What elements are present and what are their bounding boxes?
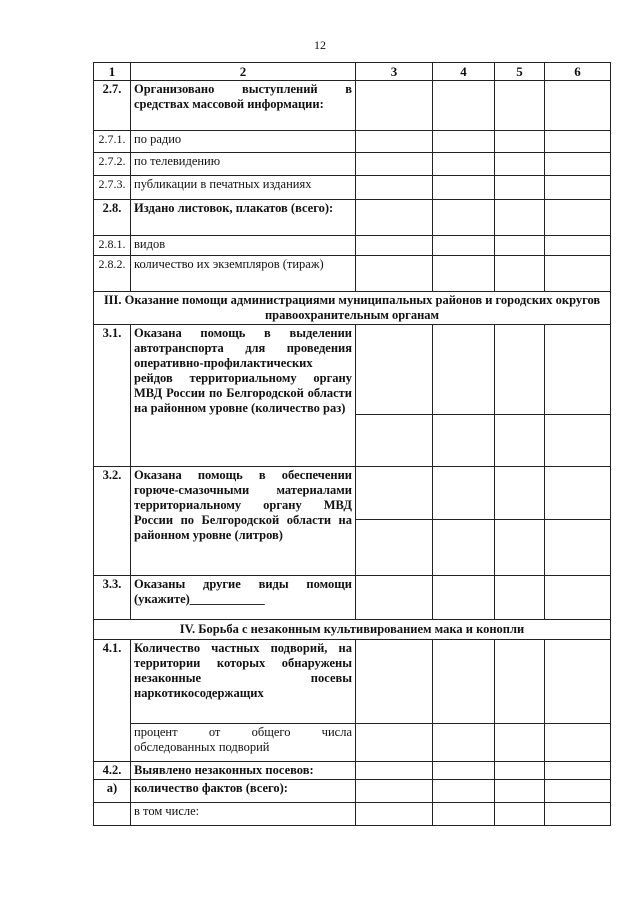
row-number: 2.7.3.: [94, 176, 131, 200]
row-number: 2.8.: [94, 200, 131, 236]
entry-cell[interactable]: [545, 325, 611, 415]
entry-cell[interactable]: [495, 415, 545, 467]
section-title: III. Оказание помощи администрациями муниципальных районов и городских округов правоохранительным органам: [94, 292, 611, 325]
entry-cell[interactable]: [433, 256, 495, 292]
entry-cell[interactable]: [433, 81, 495, 131]
entry-cell[interactable]: [495, 325, 545, 415]
entry-cell[interactable]: [356, 467, 433, 520]
entry-cell[interactable]: [433, 803, 495, 826]
entry-cell[interactable]: [495, 467, 545, 520]
row-label: Оказана помощь в обеспечении горюче-смазочными материалами территориальному органу МВД России по Белгородской области на районном уровне (литров): [131, 467, 356, 576]
row-2-7-3: [94, 176, 611, 200]
col-header-5: 5: [495, 63, 545, 81]
page-number: 12: [314, 38, 326, 52]
row-number: 4.1.: [94, 640, 131, 762]
entry-cell[interactable]: [545, 153, 611, 176]
col-header-4: 4: [433, 63, 495, 81]
section-4-header: [94, 620, 611, 640]
row-4-1a: [94, 640, 611, 724]
entry-cell[interactable]: [545, 176, 611, 200]
row-number: 2.7.2.: [94, 153, 131, 176]
entry-cell[interactable]: [545, 724, 611, 762]
entry-cell[interactable]: [495, 640, 545, 724]
row-4-2: [94, 762, 611, 780]
entry-cell[interactable]: [356, 415, 433, 467]
row-2-7-1: [94, 131, 611, 153]
entry-cell[interactable]: [495, 81, 545, 131]
entry-cell[interactable]: [433, 520, 495, 576]
entry-cell[interactable]: [356, 176, 433, 200]
report-form-table: [93, 62, 611, 826]
entry-cell[interactable]: [356, 803, 433, 826]
row-label: Оказаны другие виды помощи (укажите)____________: [131, 576, 356, 620]
entry-cell[interactable]: [545, 780, 611, 803]
entry-cell[interactable]: [545, 81, 611, 131]
entry-cell[interactable]: [545, 640, 611, 724]
entry-cell[interactable]: [433, 640, 495, 724]
entry-cell[interactable]: [356, 576, 433, 620]
entry-cell[interactable]: [495, 520, 545, 576]
entry-cell[interactable]: [433, 200, 495, 236]
row-label: Оказана помощь в выделении автотранспорта для проведения оперативно-профилактических рейдов территориальному органу МВД России по Белгородской области на районном уровне (количество раз): [131, 325, 356, 467]
entry-cell[interactable]: [356, 256, 433, 292]
entry-cell[interactable]: [356, 762, 433, 780]
row-3-1a: [94, 325, 611, 415]
entry-cell[interactable]: [545, 131, 611, 153]
row-label: по телевидению: [131, 153, 356, 176]
entry-cell[interactable]: [545, 415, 611, 467]
entry-cell[interactable]: [495, 780, 545, 803]
entry-cell[interactable]: [545, 576, 611, 620]
entry-cell[interactable]: [495, 256, 545, 292]
entry-cell[interactable]: [495, 153, 545, 176]
entry-cell[interactable]: [545, 200, 611, 236]
row-number: 3.1.: [94, 325, 131, 467]
row-label: Организовано выступлений в средствах массовой информации:: [131, 81, 356, 131]
entry-cell[interactable]: [356, 780, 433, 803]
row-number: 3.2.: [94, 467, 131, 576]
header-row: [94, 63, 611, 81]
entry-cell[interactable]: [545, 520, 611, 576]
row-2-8-1: [94, 236, 611, 256]
entry-cell[interactable]: [495, 131, 545, 153]
row-3-3: [94, 576, 611, 620]
entry-cell[interactable]: [433, 236, 495, 256]
section-3-header: [94, 292, 611, 325]
row-including: [94, 803, 611, 826]
entry-cell[interactable]: [356, 724, 433, 762]
row-2-7-2: [94, 153, 611, 176]
entry-cell[interactable]: [495, 176, 545, 200]
entry-cell[interactable]: [433, 780, 495, 803]
row-label: в том числе:: [131, 803, 356, 826]
row-number: а): [94, 780, 131, 803]
entry-cell[interactable]: [433, 724, 495, 762]
entry-cell[interactable]: [433, 467, 495, 520]
entry-cell[interactable]: [545, 803, 611, 826]
row-label: по радио: [131, 131, 356, 153]
entry-cell[interactable]: [356, 81, 433, 131]
row-label: количество их экземпляров (тираж): [131, 256, 356, 292]
entry-cell[interactable]: [433, 176, 495, 200]
entry-cell[interactable]: [433, 415, 495, 467]
entry-cell[interactable]: [545, 762, 611, 780]
col-header-3: 3: [356, 63, 433, 81]
row-label: Выявлено незаконных посевов:: [131, 762, 356, 780]
entry-cell[interactable]: [495, 724, 545, 762]
entry-cell[interactable]: [545, 467, 611, 520]
row-label: количество фактов (всего):: [131, 780, 356, 803]
row-number: 2.8.2.: [94, 256, 131, 292]
entry-cell[interactable]: [495, 803, 545, 826]
row-number: 2.7.: [94, 81, 131, 131]
row-number: 3.3.: [94, 576, 131, 620]
entry-cell[interactable]: [356, 520, 433, 576]
entry-cell[interactable]: [495, 576, 545, 620]
row-label: видов: [131, 236, 356, 256]
entry-cell[interactable]: [495, 200, 545, 236]
row-a: [94, 780, 611, 803]
entry-cell[interactable]: [433, 153, 495, 176]
entry-cell[interactable]: [495, 762, 545, 780]
entry-cell[interactable]: [433, 762, 495, 780]
row-label: процент от общего числа обследованных подворий: [131, 724, 356, 762]
row-number: 4.2.: [94, 762, 131, 780]
row-label: Количество частных подворий, на территории которых обнаружены незаконные посевы наркотикосодержащих: [131, 640, 356, 724]
entry-cell[interactable]: [356, 236, 433, 256]
entry-cell[interactable]: [356, 640, 433, 724]
entry-cell[interactable]: [356, 153, 433, 176]
entry-cell[interactable]: [545, 236, 611, 256]
col-header-6: 6: [545, 63, 611, 81]
row-number: 2.7.1.: [94, 131, 131, 153]
row-label: Издано листовок, плакатов (всего):: [131, 200, 356, 236]
entry-cell[interactable]: [356, 325, 433, 415]
entry-cell[interactable]: [356, 200, 433, 236]
row-3-2a: [94, 467, 611, 520]
row-4-1b: [94, 724, 611, 762]
entry-cell[interactable]: [356, 131, 433, 153]
section-title: IV. Борьба с незаконным культивированием мака и конопли: [94, 620, 611, 640]
entry-cell[interactable]: [433, 576, 495, 620]
entry-cell[interactable]: [433, 325, 495, 415]
row-label: публикации в печатных изданиях: [131, 176, 356, 200]
entry-cell[interactable]: [545, 256, 611, 292]
col-header-2: 2: [131, 63, 356, 81]
entry-cell[interactable]: [433, 131, 495, 153]
row-2-7: [94, 81, 611, 131]
row-2-8: [94, 200, 611, 236]
row-number: 2.8.1.: [94, 236, 131, 256]
empty-number-cell: [94, 803, 131, 826]
entry-cell[interactable]: [495, 236, 545, 256]
row-2-8-2: [94, 256, 611, 292]
col-header-1: 1: [94, 63, 131, 81]
